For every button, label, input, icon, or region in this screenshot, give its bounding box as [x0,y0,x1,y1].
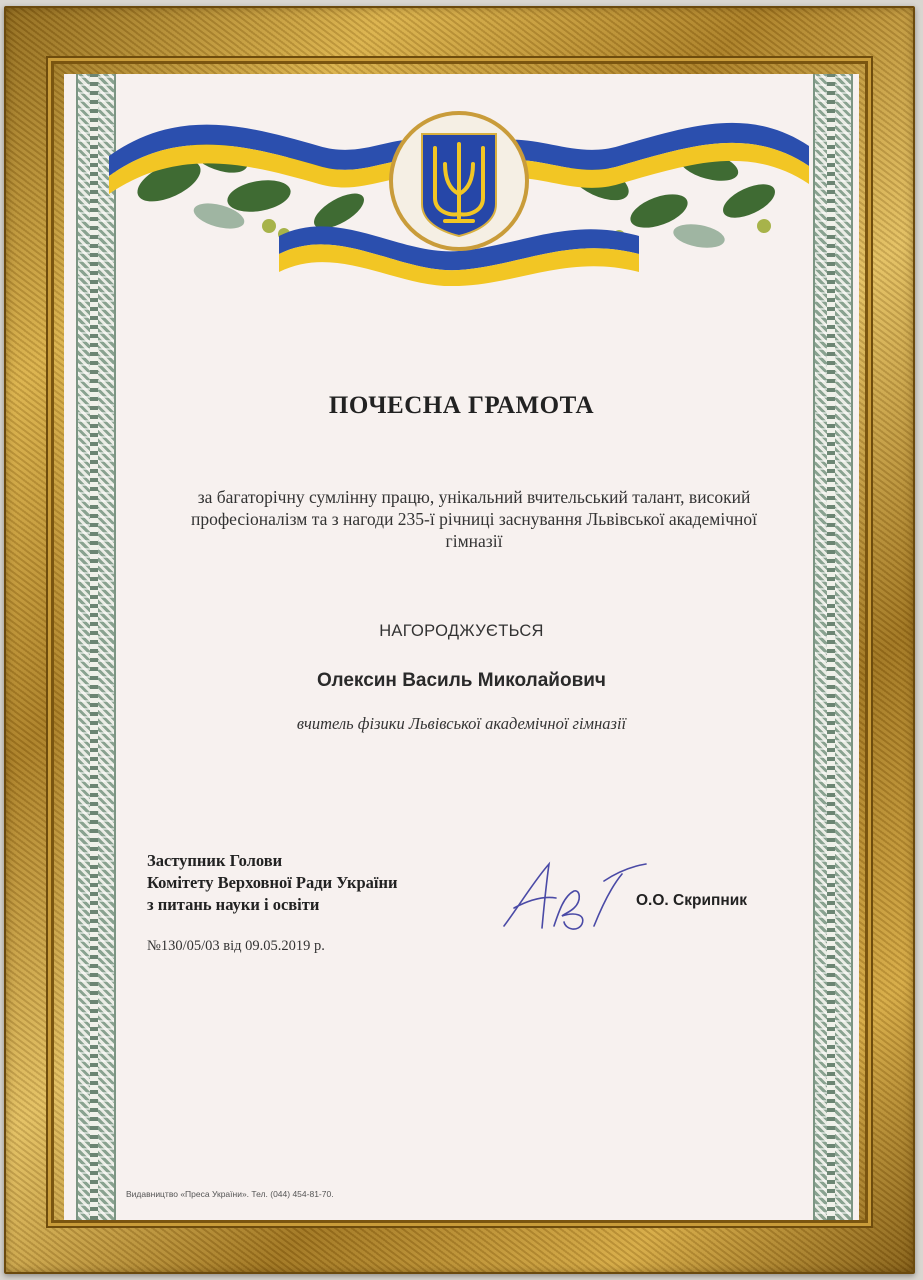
awardee-name: Олексин Василь Миколайович [317,670,606,691]
trident-coat-of-arms-icon [391,113,527,249]
signer-title [147,850,398,916]
ornament-border-right [813,74,853,1220]
signer-title-line: Заступник Голови [147,851,283,870]
header-banner [99,86,819,286]
document-number: №130/05/03 від 09.05.2019 р. [147,938,325,954]
signer-title-line: з питань науки і освіти [147,895,320,914]
certificate-title: ПОЧЕСНА ГРАМОТА [328,392,595,419]
award-reason: за багаторічну сумлінну працю, унікальний вчительський талант, високий професіоналізм та з нагоди 235-ї річниці заснування Львівської академічної гімназії [190,487,758,551]
picture-frame [4,6,915,1274]
handwritten-signature [494,856,654,936]
publisher-note: Видавництво «Преса України». Тел. (044) 454-81-70. [126,1189,334,1199]
awardee-position: вчитель фізики Львівської академічної гімназії [296,714,627,733]
signer-title-line: Комітету Верховної Ради України [147,873,398,892]
awarded-label: НАГОРОДЖУЄТЬСЯ [379,622,544,640]
certificate-paper [64,74,859,1220]
signer-name: О.О. Скрипник [636,892,747,909]
